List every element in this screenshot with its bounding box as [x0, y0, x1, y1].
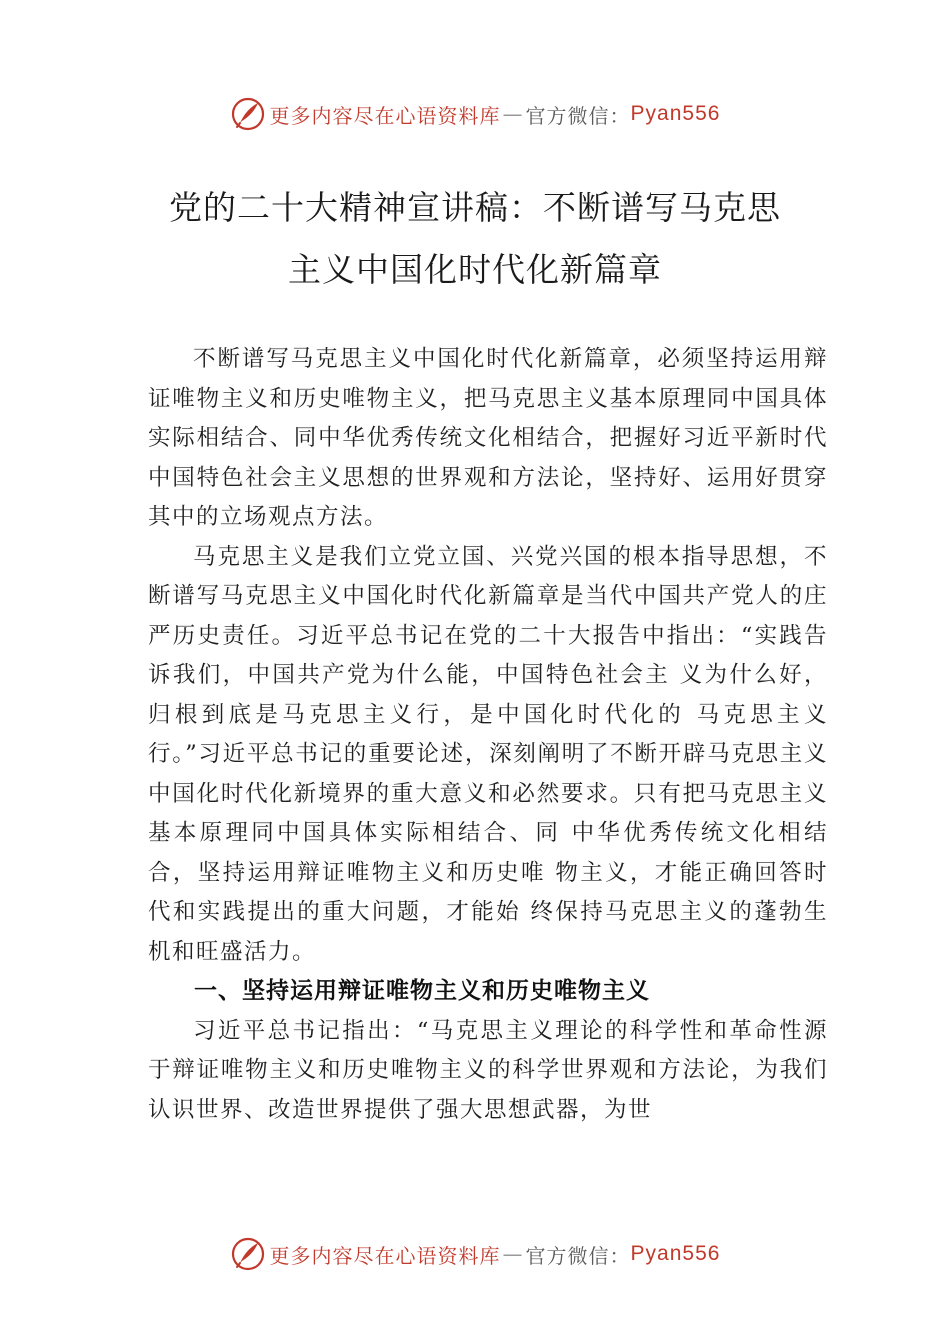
paragraph-1: 不断谱写马克思主义中国化时代化新篇章，必须坚持运用辩证唯物主义和历史唯物主义，把马克思主义基本原理同中国具体实际相结合、同中华优秀传统文化相结合，把握好习近平新时代中国特色社会主义思想的世界观和方法论，坚持好、运用好贯穿其中的立场观点方法。: [148, 346, 828, 530]
banner-separator: —: [502, 102, 524, 126]
footer-banner: [0, 1232, 950, 1276]
banner-separator: —: [502, 1242, 524, 1266]
document-body: [148, 340, 828, 1130]
page-title-line-2: 主义中国化时代化新篇章: [288, 250, 662, 289]
section-1-paragraph: 习近平总书记指出：“马克思主义理论的科学性和革命性源于辩证唯物主义和历史唯物主义的科学世界观和方法论，为我们认识世界、改造世界提供了强大思想武器，为世: [148, 1017, 828, 1123]
header-banner: [0, 92, 950, 136]
quill-logo-icon: [230, 96, 266, 132]
page-title-line-1: 党的二十大精神宣讲稿：不断谱写马克思: [169, 188, 781, 227]
wechat-id: Pyan556: [630, 1242, 721, 1265]
brand-text: 更多内容尽在心语资料库: [269, 1243, 501, 1268]
wechat-label: 官方微信：: [525, 103, 631, 128]
quill-logo-icon: [230, 1236, 266, 1272]
wechat-id: Pyan556: [630, 102, 721, 125]
section-heading-1: 一、坚持运用辩证唯物主义和历史唯物主义: [194, 978, 650, 1004]
wechat-label: 官方微信：: [525, 1243, 631, 1268]
brand-text: 更多内容尽在心语资料库: [269, 103, 501, 128]
paragraph-2: 马克思主义是我们立党立国、兴党兴国的根本指导思想，不断谱写马克思主义中国化时代化新篇章是当代中国共产党人的庄严历史责任。习近平总书记在党的二十大报告中指出：“实践告诉我们，中国共产党为什么能，中国特色社会主 义为什么好，归根到底是马克思主义行，是中国化时代化的 马克思主义行。”习近平总书记的重要论述，深刻阐明了不断开辟马克思主义中国化时代化新境界的重大意义和必然要求。只有把马克思主义基本原理同中国具体实际相结合、同 中华优秀传统文化相结合，坚持运用辩证唯物主义和历史唯 物主义，才能正确回答时代和实践提出的重大问题，才能始 终保持马克思主义的蓬勃生机和旺盛活力。: [148, 543, 828, 965]
